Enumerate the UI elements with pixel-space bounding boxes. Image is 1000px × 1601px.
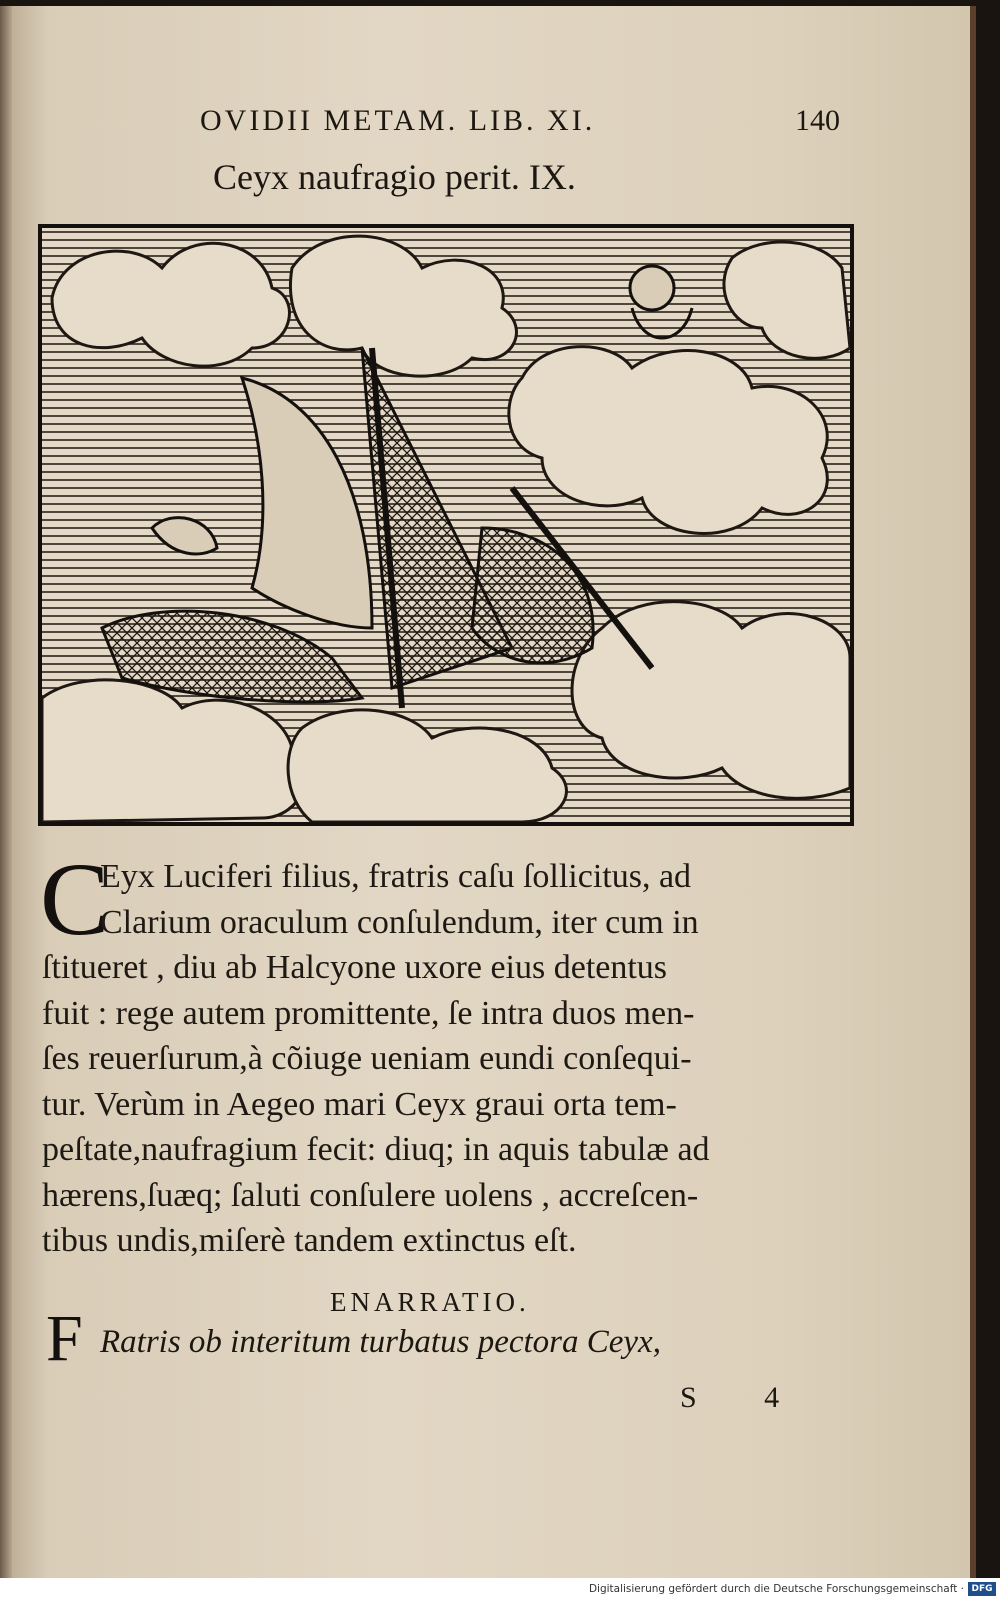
text-line: Eyx Luciferi filius, fratris caſu ſollicitus, ad (100, 858, 692, 895)
text-line: tibus undis,miſerè tandem extinctus eſt. (42, 1222, 577, 1259)
text-line: ſes reuerſurum,à cõiuge ueniam eundi conſequi- (42, 1040, 692, 1077)
drop-capital: C (40, 842, 110, 957)
text-line: hærens,ſuæq; ſaluti conſulere uolens , accreſcen- (42, 1176, 699, 1214)
footer-credit: Digitalisierung gefördert durch die Deutsche Forschungsgemeinschaft · (588, 1583, 964, 1595)
verse-drop-capital: F (46, 1302, 83, 1375)
summary-paragraph (42, 854, 862, 1264)
woodcut-shipwreck-illustration (38, 224, 854, 826)
signature-mark: S 4 (680, 1381, 810, 1414)
dfg-logo[interactable]: DFG (968, 1582, 996, 1596)
running-head: OVIDII METAM. LIB. XI. (200, 104, 596, 137)
text-line: Clarium oraculum conſulendum, iter cum in (100, 903, 699, 941)
digitization-footer (0, 1578, 1000, 1601)
book-page (0, 6, 976, 1578)
verse-line: Ratris ob interitum turbatus pectora Ceyx, (100, 1324, 661, 1360)
woodcut-caption: Ceyx naufragio perit. IX. (213, 157, 576, 197)
text-line: fuit : rege autem promittente, ſe intra duos men- (42, 994, 695, 1032)
text-line: tur. Verùm in Aegeo mari Ceyx graui orta tem- (42, 1085, 677, 1123)
section-heading: ENARRATIO. (330, 1287, 530, 1317)
page-number: 140 (795, 104, 840, 137)
text-line: ſtitueret , diu ab Halcyone uxore eius detentus (42, 949, 668, 986)
text-line: peſtate,naufragium fecit: diuq; in aquis tabulæ ad (42, 1131, 710, 1168)
